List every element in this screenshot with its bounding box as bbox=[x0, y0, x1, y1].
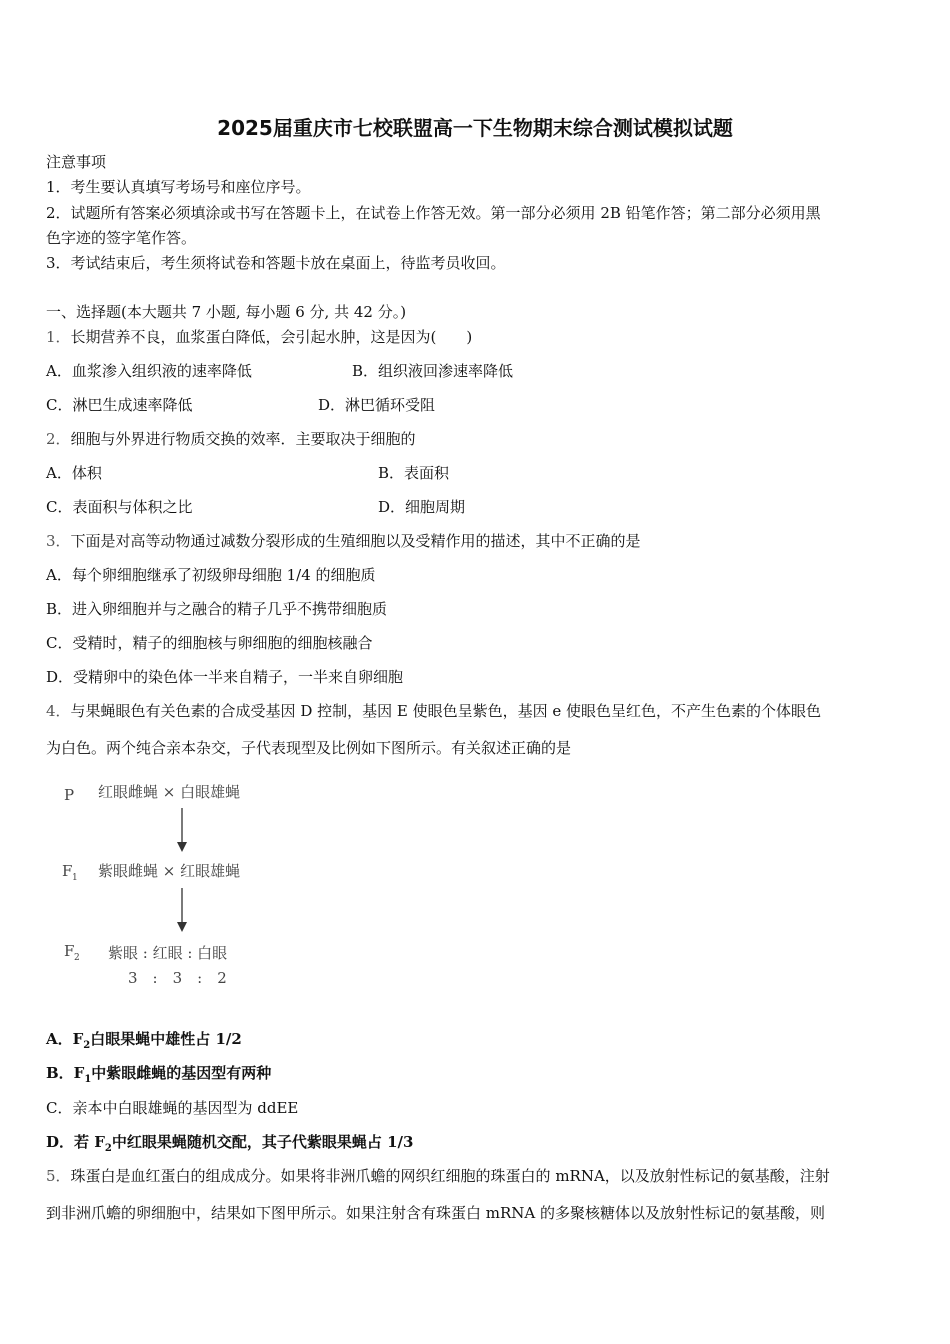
genetic-cross-diagram bbox=[58, 778, 298, 998]
q2-option-d: D．细胞周期 bbox=[378, 498, 466, 516]
diagram-f2-subscript: 2 bbox=[74, 953, 80, 963]
diagram-f2-label: F bbox=[64, 942, 75, 960]
question-5 bbox=[46, 1166, 830, 1186]
q2-option-c: C．表面积与体积之比 bbox=[46, 498, 193, 516]
question-3 bbox=[46, 531, 641, 551]
subscript: 2 bbox=[83, 1040, 91, 1051]
question-4 bbox=[46, 701, 821, 721]
page-title: 2025届重庆市七校联盟高一下生物期末综合测试模拟试题 bbox=[217, 116, 733, 140]
question-4-cont: 为白色。两个纯合亲本杂交，子代表现型及比例如下图所示。有关叙述正确的是 bbox=[46, 739, 572, 757]
option-text: 中红眼果蝇随机交配，其子代紫眼果蝇占 1/3 bbox=[111, 1133, 414, 1151]
q4-option-d bbox=[46, 1132, 413, 1159]
notice-item-2: 2．试题所有答案必须填涂或书写在答题卡上，在试卷上作答无效。第一部分必须用 2B 铅笔作答；第二部分必须用黑 bbox=[46, 204, 821, 222]
diagram-f1-cross: 紫眼雌蝇 × 红眼雄蝇 bbox=[98, 862, 241, 880]
q4-option-c: C．亲本中白眼雄蝇的基因型为 ddEE bbox=[46, 1099, 299, 1117]
question-stem: 珠蛋白是血红蛋白的组成成分。如果将非洲爪蟾的网织红细胞的珠蛋白的 mRNA，以及放射性标记的氨基酸，注射 bbox=[70, 1167, 830, 1185]
question-stem: 与果蝇眼色有关色素的合成受基因 D 控制，基因 E 使眼色呈紫色，基因 e 使眼色呈红色，不产生色素的个体眼色 bbox=[70, 702, 822, 720]
question-number: 4． bbox=[46, 702, 71, 720]
q3-option-d: D．受精卵中的染色体一半来自精子，一半来自卵细胞 bbox=[46, 668, 404, 686]
q4-option-a bbox=[46, 1029, 242, 1056]
q2-option-a: A．体积 bbox=[46, 464, 102, 482]
question-number: 1． bbox=[46, 328, 71, 346]
question-stem: 下面是对高等动物通过减数分裂形成的生殖细胞以及受精作用的描述，其中不正确的是 bbox=[70, 532, 641, 550]
option-text: D．若 F bbox=[46, 1133, 105, 1151]
diagram-arrowhead-1 bbox=[177, 842, 187, 852]
question-1 bbox=[46, 327, 472, 347]
section-heading: 一、选择题(本大题共 7 小题, 每小题 6 分, 共 42 分。) bbox=[46, 303, 407, 321]
question-number: 2． bbox=[46, 430, 71, 448]
diagram-f1-subscript: 1 bbox=[72, 873, 78, 883]
subscript: 2 bbox=[104, 1143, 112, 1154]
option-text: B．F bbox=[46, 1064, 85, 1082]
q3-option-a: A．每个卵细胞继承了初级卵母细胞 1/4 的细胞质 bbox=[46, 566, 376, 584]
option-text: 中紫眼雌蝇的基因型有两种 bbox=[91, 1064, 272, 1082]
q3-option-c: C．受精时，精子的细胞核与卵细胞的细胞核融合 bbox=[46, 634, 373, 652]
diagram-p-cross: 红眼雌蝇 × 白眼雄蝇 bbox=[98, 783, 241, 801]
q1-option-d: D．淋巴循环受阻 bbox=[318, 396, 436, 414]
diagram-arrowhead-2 bbox=[177, 922, 187, 932]
q3-option-b: B．进入卵细胞并与之融合的精子几乎不携带细胞质 bbox=[46, 600, 388, 618]
option-text: A．F bbox=[46, 1030, 84, 1048]
q1-option-b: B．组织液回渗速率降低 bbox=[352, 362, 514, 380]
notice-item-1: 1．考生要认真填写考场号和座位序号。 bbox=[46, 178, 311, 196]
diagram-f2-ratio: 3 : 3 : 2 bbox=[128, 969, 227, 987]
diagram-p-label: P bbox=[64, 786, 75, 804]
diagram-f1-label: F bbox=[62, 862, 73, 880]
q1-option-a: A．血浆渗入组织液的速率降低 bbox=[46, 362, 252, 380]
question-stem: 长期营养不良，血浆蛋白降低，会引起水肿，这是因为( ) bbox=[70, 328, 473, 346]
diagram-f2-phenotypes: 紫眼 : 红眼 : 白眼 bbox=[108, 944, 228, 962]
notice-item-2-cont: 色字迹的签字笔作答。 bbox=[46, 229, 197, 247]
question-number: 5． bbox=[46, 1167, 71, 1185]
question-stem: 细胞与外界进行物质交换的效率．主要取决于细胞的 bbox=[70, 430, 416, 448]
q1-option-c: C．淋巴生成速率降低 bbox=[46, 396, 193, 414]
q4-option-b bbox=[46, 1063, 271, 1090]
notice-heading: 注意事项 bbox=[46, 153, 107, 171]
subscript: 1 bbox=[84, 1074, 92, 1085]
question-2 bbox=[46, 429, 416, 449]
notice-item-3: 3．考试结束后，考生须将试卷和答题卡放在桌面上，待监考员收回。 bbox=[46, 254, 506, 272]
q2-option-b: B．表面积 bbox=[378, 464, 450, 482]
question-number: 3． bbox=[46, 532, 71, 550]
option-text: 白眼果蝇中雄性占 1/2 bbox=[90, 1030, 242, 1048]
question-5-cont: 到非洲爪蟾的卵细胞中，结果如下图甲所示。如果注射含有珠蛋白 mRNA 的多聚核糖体以及放射性标记的氨基酸，则 bbox=[46, 1204, 826, 1222]
